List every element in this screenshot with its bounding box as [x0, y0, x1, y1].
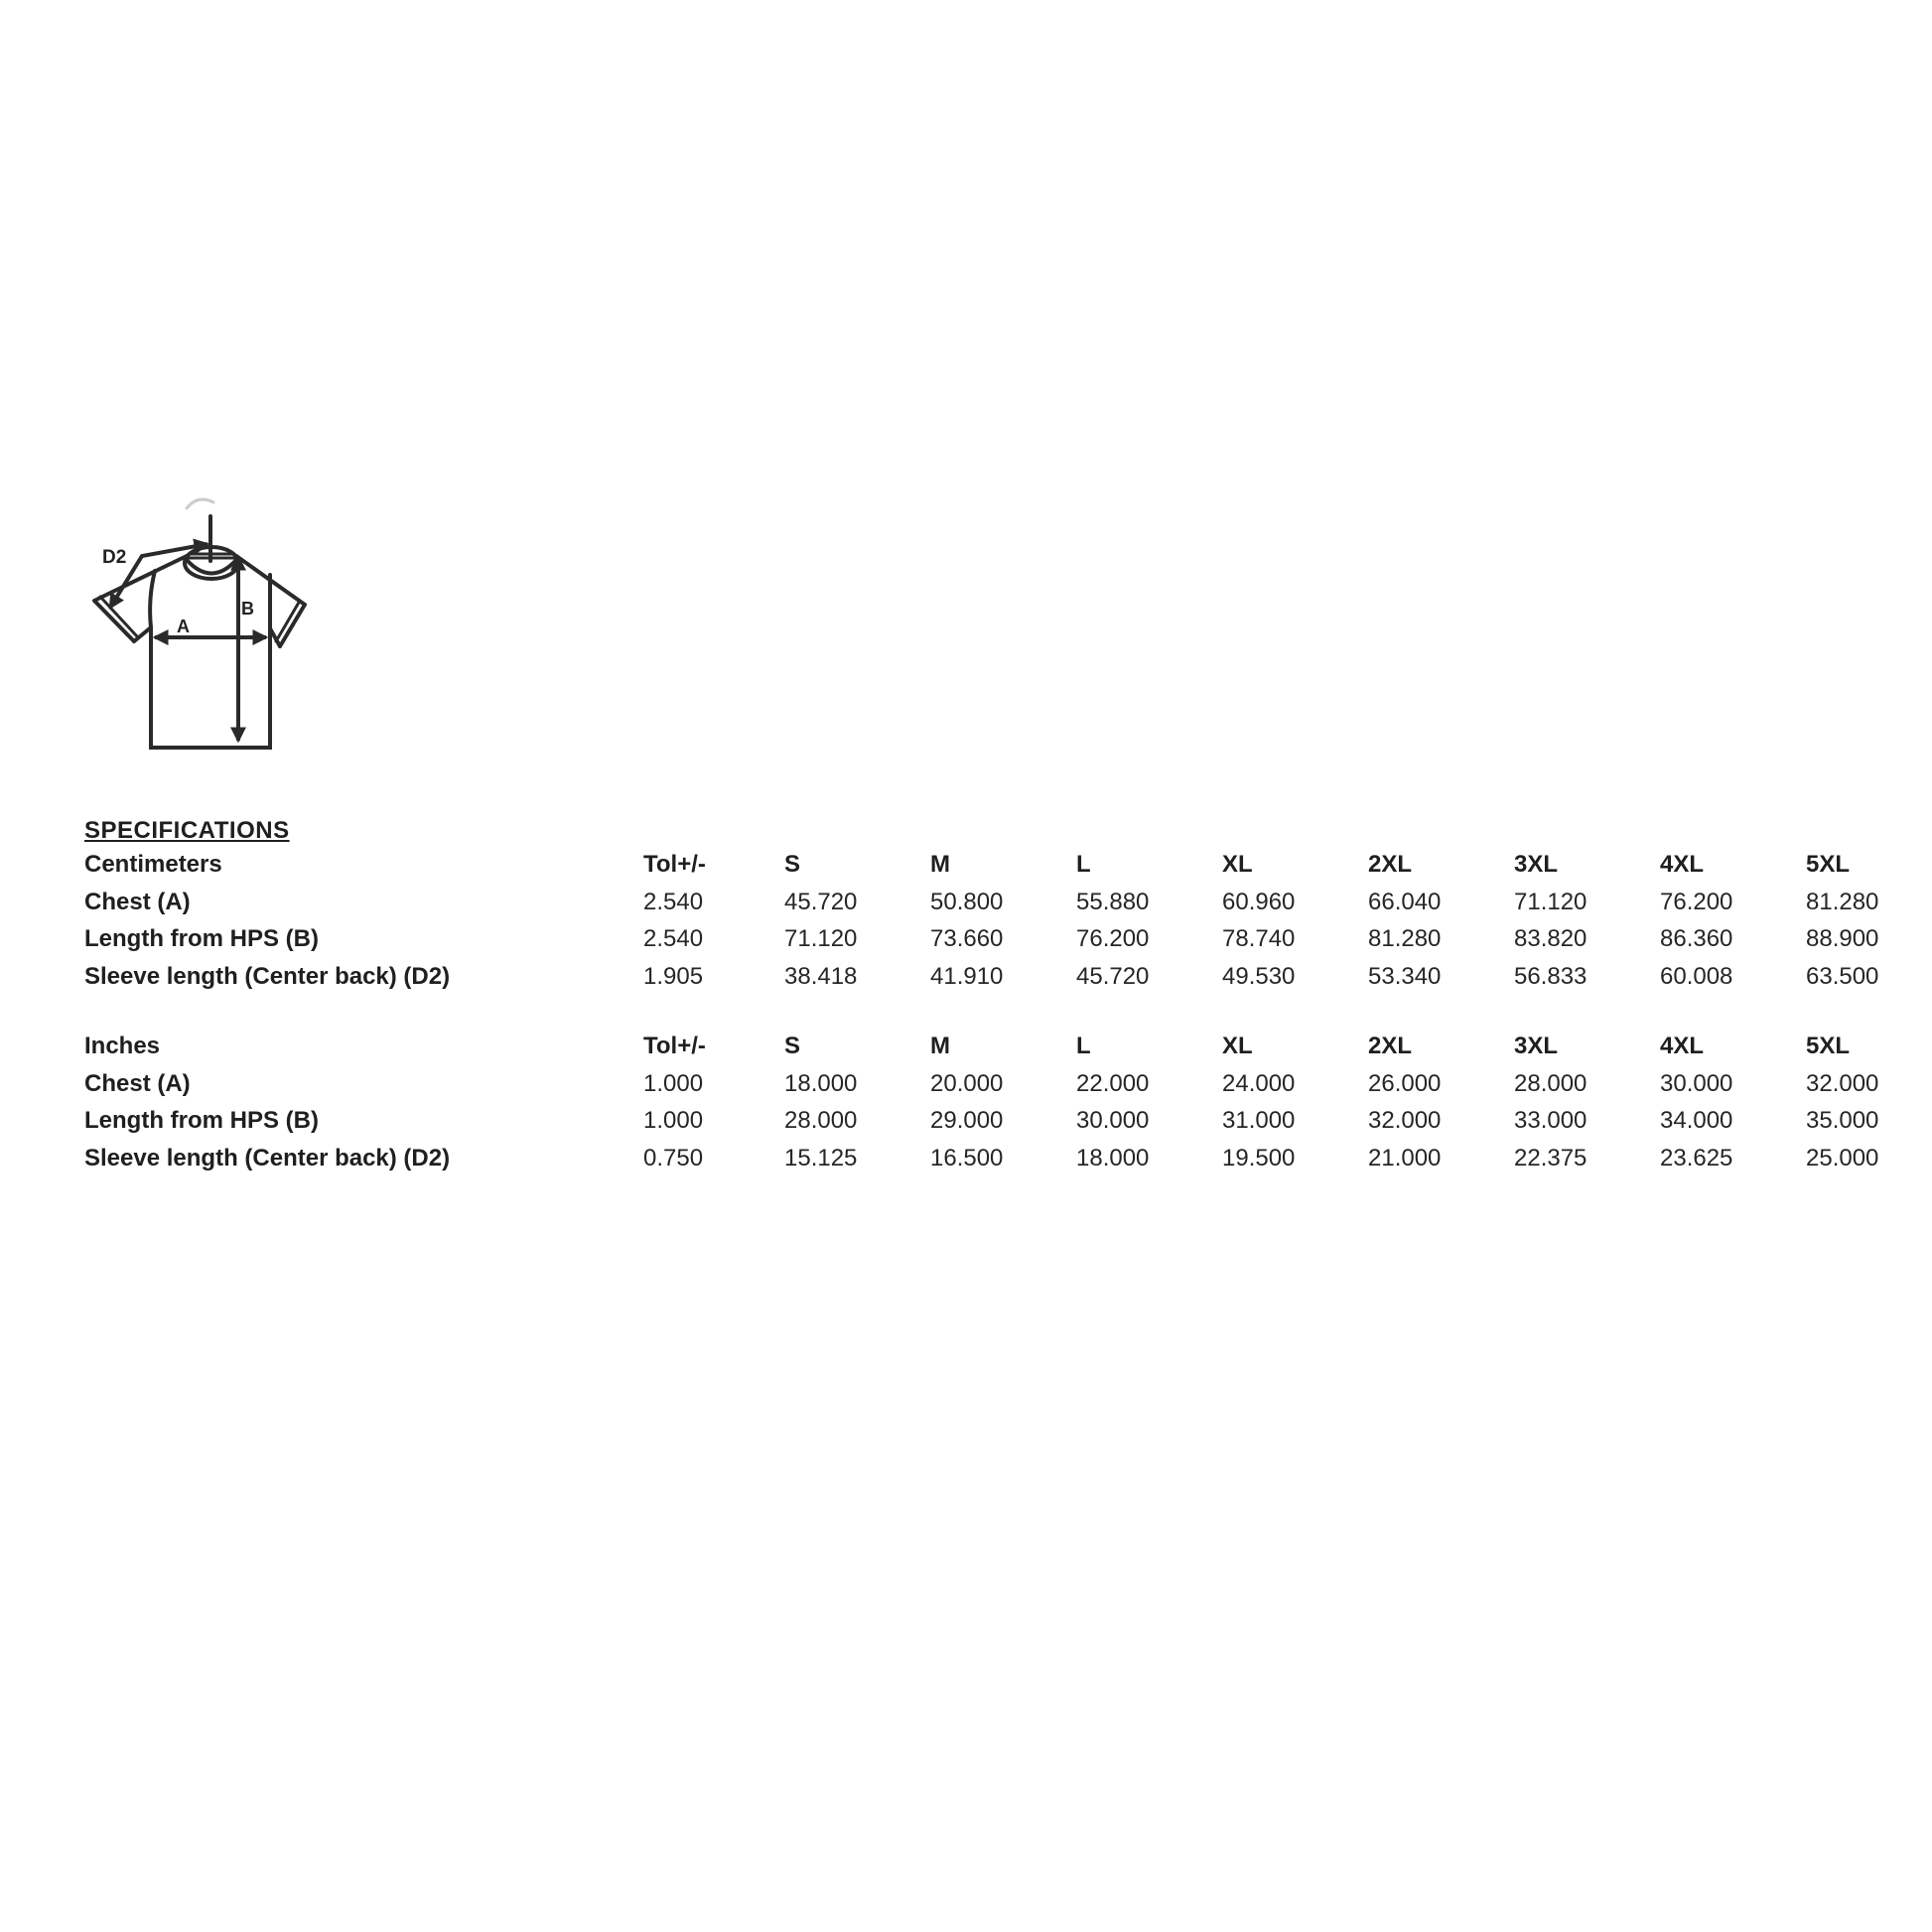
specifications-section	[84, 816, 1932, 1176]
size-column-header: L	[1076, 1033, 1091, 1059]
spec-value: 31.000	[1222, 1107, 1296, 1134]
size-column-header: 2XL	[1368, 1033, 1413, 1059]
spec-value: 15.125	[784, 1144, 858, 1172]
spec-value: 18.000	[784, 1069, 858, 1097]
spec-value: 71.120	[1514, 888, 1587, 915]
spec-row-label: Chest (A)	[84, 1069, 191, 1097]
size-column-header: S	[784, 1033, 801, 1059]
spec-value: 1.905	[643, 962, 704, 990]
spec-value: 23.625	[1660, 1144, 1733, 1172]
spec-value: 45.720	[1076, 962, 1150, 990]
spec-value: 63.500	[1806, 962, 1879, 990]
spec-value: 88.900	[1806, 925, 1879, 952]
size-column-header: L	[1076, 851, 1091, 878]
left-cuff-line	[94, 601, 134, 641]
spec-value: 1.000	[643, 1107, 704, 1134]
spec-value: 81.280	[1806, 888, 1879, 915]
spec-value: 2.540	[643, 888, 704, 915]
spec-value: 18.000	[1076, 1144, 1150, 1172]
spec-value: 53.340	[1368, 962, 1442, 990]
spec-value: 25.000	[1806, 1144, 1879, 1172]
unit-label: Centimeters	[84, 851, 222, 878]
size-column-header: 3XL	[1514, 851, 1559, 878]
spec-value: 71.120	[784, 925, 858, 952]
size-column-header: M	[930, 851, 950, 878]
spec-value: 38.418	[784, 962, 858, 990]
spec-row-label: Length from HPS (B)	[84, 1107, 319, 1134]
spec-value: 60.960	[1222, 888, 1296, 915]
spec-value: 30.000	[1660, 1069, 1733, 1097]
size-column-header: M	[930, 1033, 950, 1059]
centimeters-table	[84, 846, 1932, 995]
spec-value: 55.880	[1076, 888, 1150, 915]
size-column-header: Tol+/-	[643, 851, 706, 878]
size-column-header: 4XL	[1660, 851, 1705, 878]
diagram-label-d2: D2	[102, 547, 127, 568]
spec-value: 2.540	[643, 925, 704, 952]
spec-value: 0.750	[643, 1144, 704, 1172]
spec-value: 66.040	[1368, 888, 1442, 915]
spec-row-label: Length from HPS (B)	[84, 925, 319, 952]
spec-value: 1.000	[643, 1069, 704, 1097]
size-column-header: 3XL	[1514, 1033, 1559, 1059]
size-column-header: XL	[1222, 1033, 1253, 1059]
spec-value: 41.910	[930, 962, 1004, 990]
tshirt-diagram	[74, 486, 323, 764]
spec-value: 29.000	[930, 1107, 1004, 1134]
spec-value: 73.660	[930, 925, 1004, 952]
spec-value: 24.000	[1222, 1069, 1296, 1097]
size-column-header: S	[784, 851, 801, 878]
left-cuff-hem-line	[100, 597, 137, 636]
size-column-header: 2XL	[1368, 851, 1413, 878]
size-column-header: 4XL	[1660, 1033, 1705, 1059]
spec-value: 35.000	[1806, 1107, 1879, 1134]
specifications-title: SPECIFICATIONS	[84, 817, 290, 844]
spec-value: 60.008	[1660, 962, 1733, 990]
spec-value: 76.200	[1660, 888, 1733, 915]
spec-value: 76.200	[1076, 925, 1150, 952]
spec-value: 16.500	[930, 1144, 1004, 1172]
spec-row-label: Chest (A)	[84, 888, 191, 915]
spec-value: 19.500	[1222, 1144, 1296, 1172]
spec-value: 86.360	[1660, 925, 1733, 952]
spec-value: 33.000	[1514, 1107, 1587, 1134]
spec-value: 32.000	[1368, 1107, 1442, 1134]
spec-value: 83.820	[1514, 925, 1587, 952]
size-column-header: 5XL	[1806, 1033, 1851, 1059]
spec-value: 50.800	[930, 888, 1004, 915]
spec-row-label: Sleeve length (Center back) (D2)	[84, 1144, 451, 1172]
spec-value: 30.000	[1076, 1107, 1150, 1134]
spec-value: 34.000	[1660, 1107, 1733, 1134]
table-gap	[84, 995, 1932, 1028]
size-column-header: XL	[1222, 851, 1253, 878]
hanger-hook-line	[187, 499, 213, 508]
unit-label: Inches	[84, 1033, 161, 1059]
spec-value: 26.000	[1368, 1069, 1442, 1097]
left-armhole-seam	[150, 571, 155, 627]
tshirt-outline	[94, 499, 305, 748]
spec-value: 81.280	[1368, 925, 1442, 952]
size-column-header: Tol+/-	[643, 1033, 706, 1059]
spec-value: 32.000	[1806, 1069, 1879, 1097]
spec-value: 28.000	[1514, 1069, 1587, 1097]
spec-value: 45.720	[784, 888, 858, 915]
spec-value: 21.000	[1368, 1144, 1442, 1172]
spec-value: 56.833	[1514, 962, 1587, 990]
inches-table	[84, 1028, 1932, 1176]
diagram-label-a: A	[177, 617, 190, 636]
size-column-header: 5XL	[1806, 851, 1851, 878]
spec-value: 22.375	[1514, 1144, 1587, 1172]
spec-value: 22.000	[1076, 1069, 1150, 1097]
spec-value: 49.530	[1222, 962, 1296, 990]
spec-row-label: Sleeve length (Center back) (D2)	[84, 962, 451, 990]
diagram-label-b: B	[241, 599, 254, 619]
spec-value: 20.000	[930, 1069, 1004, 1097]
spec-value: 28.000	[784, 1107, 858, 1134]
spec-value: 78.740	[1222, 925, 1296, 952]
